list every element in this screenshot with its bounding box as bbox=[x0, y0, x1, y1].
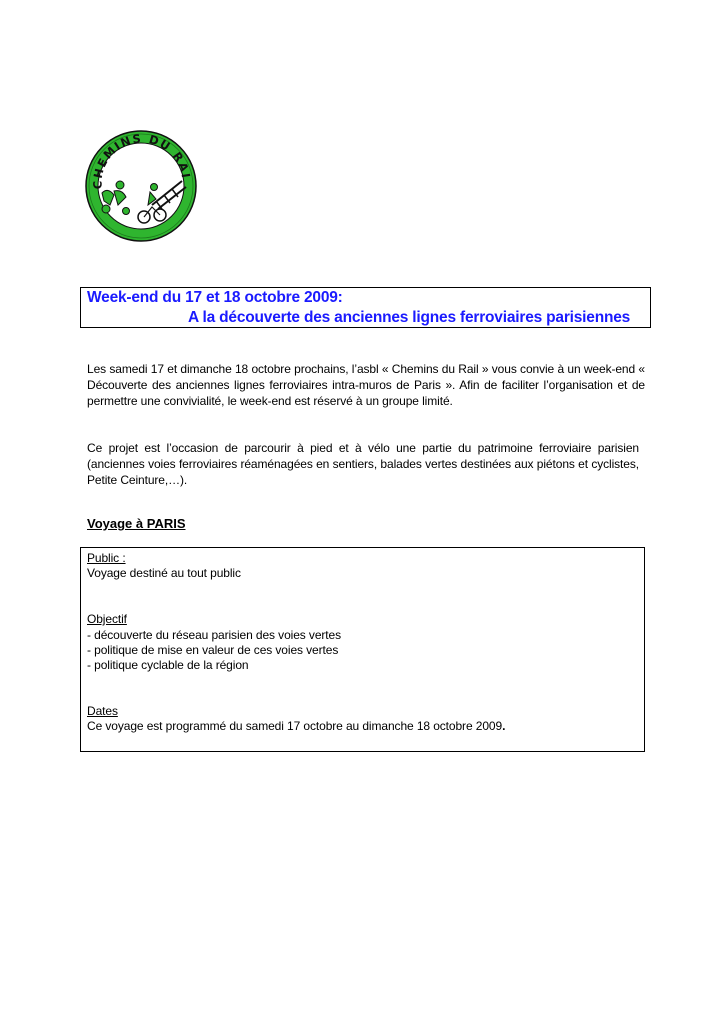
objectif-item: - politique cyclable de la région bbox=[87, 658, 249, 672]
title-date: Week-end du 17 et 18 octobre 2009: bbox=[87, 289, 343, 306]
section-heading: Voyage à PARIS bbox=[87, 516, 186, 531]
svg-text:CHEMINS DU RAIL: CHEMINS DU RAI bbox=[90, 131, 194, 190]
public-label: Public : bbox=[87, 551, 126, 565]
intro-paragraph: Les samedi 17 et dimanche 18 octobre prochains, l’asbl « Chemins du Rail » vous convie à un week-end « Découverte des anciennes lignes ferroviaires intra-muros de Paris ». Afin de faciliter l’organisation et de permettre une convivialité, le week-end est réservé à un groupe limité. bbox=[87, 362, 645, 408]
dates-period: . bbox=[502, 719, 506, 733]
title-box bbox=[80, 287, 651, 328]
dates-text bbox=[87, 719, 505, 734]
objectif-item: - découverte du réseau parisien des voies vertes bbox=[87, 628, 342, 642]
title-subject: A la découverte des anciennes lignes ferroviaires parisiennes bbox=[188, 309, 631, 326]
chemins-du-rail-logo bbox=[82, 127, 200, 245]
public-text: Voyage destiné au tout public bbox=[87, 566, 241, 580]
info-box bbox=[80, 547, 645, 752]
dates-sentence: Ce voyage est programmé du samedi 17 octobre au dimanche 18 octobre 2009 bbox=[87, 719, 503, 733]
project-paragraph: Ce projet est l’occasion de parcourir à pied et à vélo une partie du patrimoine ferroviaire parisien (anciennes voies ferroviaires réaménagées en sentiers, balades vertes destinées aux piétons et cyclistes, Petite Ceinture,…). bbox=[87, 441, 639, 487]
dates-label: Dates bbox=[87, 704, 118, 718]
objectif-label: Objectif bbox=[87, 612, 127, 626]
objectif-item: - politique de mise en valeur de ces voies vertes bbox=[87, 643, 339, 657]
logo-graphic bbox=[82, 127, 200, 245]
